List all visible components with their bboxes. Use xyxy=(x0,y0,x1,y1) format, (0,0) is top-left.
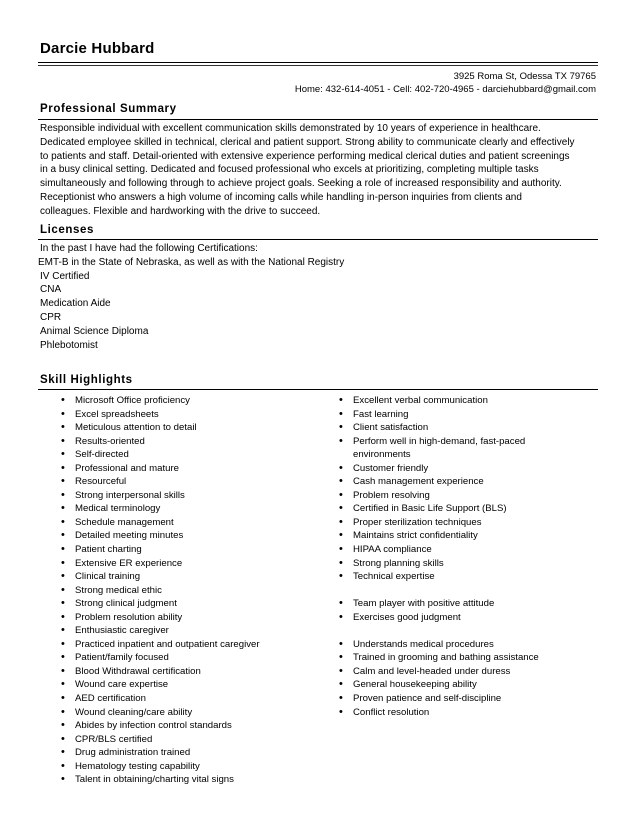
license-item: Phlebotomist xyxy=(40,339,98,351)
skill-item: • Strong planning skills xyxy=(339,557,539,571)
skills-left-column xyxy=(61,394,260,787)
skill-item: • Problem resolution ability xyxy=(61,611,260,625)
skill-item: • Proper sterilization techniques xyxy=(339,516,539,530)
skill-item: • Technical expertise xyxy=(339,570,539,584)
skill-item: • Team player with positive attitude xyxy=(339,597,539,611)
license-intro: In the past I have had the following Certifications: xyxy=(40,243,258,254)
column-spacer xyxy=(339,624,539,638)
summary-divider xyxy=(38,119,598,120)
skill-item: • Excellent verbal communication xyxy=(339,394,539,408)
skill-item: • Wound care expertise xyxy=(61,678,260,692)
skill-item: • Microsoft Office proficiency xyxy=(61,394,260,408)
license-item: Medication Aide xyxy=(40,298,111,310)
summary-line: Dedicated employee skilled in technical, clerical and patient support. Strong ability to communicate clearly and effectively xyxy=(40,136,575,148)
skill-item: • Results-oriented xyxy=(61,435,260,449)
skill-item: • Trained in grooming and bathing assistance xyxy=(339,651,539,665)
licenses-list xyxy=(40,242,344,352)
contact-line: Home: 432-614-4051 - Cell: 402-720-4965 - darciehubbard@gmail.com xyxy=(294,84,596,95)
skill-item: • Self-directed xyxy=(61,448,260,462)
address-line: 3925 Roma St, Odessa TX 79765 xyxy=(453,71,596,82)
skill-item: • Medical terminology xyxy=(61,502,260,516)
summary-paragraph xyxy=(40,122,600,219)
skill-item: • Meticulous attention to detail xyxy=(61,421,260,435)
skill-item: • HIPAA compliance xyxy=(339,543,539,557)
skill-item: • Resourceful xyxy=(61,475,260,489)
skill-item: • Fast learning xyxy=(339,408,539,422)
skills-divider xyxy=(38,389,598,390)
summary-line: Receptionist who answers a high volume of incoming calls while handling in-person inquiries from clients and xyxy=(40,191,522,203)
skill-item: • Practiced inpatient and outpatient caregiver xyxy=(61,638,260,652)
skill-item: • Clinical training xyxy=(61,570,260,584)
skill-item: • Abides by infection control standards xyxy=(61,719,260,733)
skill-item: • Conflict resolution xyxy=(339,706,539,720)
summary-line: simultaneously and following through to achieve project goals. Seeking a role of increased responsibility and authority. xyxy=(40,178,562,190)
skill-item: • Enthusiastic caregiver xyxy=(61,624,260,638)
skill-item: • Cash management experience xyxy=(339,475,539,489)
summary-line: colleagues. Flexible and hardworking with the drive to succeed. xyxy=(40,205,321,217)
skill-item: • Talent in obtaining/charting vital signs xyxy=(61,773,260,787)
column-spacer xyxy=(339,584,539,598)
skill-item: • Wound cleaning/care ability xyxy=(61,706,260,720)
header-divider xyxy=(38,62,598,63)
skill-item-continuation: environments xyxy=(353,449,411,461)
skill-item: • CPR/BLS certified xyxy=(61,733,260,747)
summary-line: to patients and staff. Detail-oriented with extensive experience performing medical clerical duties and patient screenings xyxy=(40,150,570,162)
skill-item: • Problem resolving xyxy=(339,489,539,503)
skill-item: • Strong medical ethic xyxy=(61,584,260,598)
skill-item: • Understands medical procedures xyxy=(339,638,539,652)
skill-item: • Exercises good judgment xyxy=(339,611,539,625)
skill-item: • Excel spreadsheets xyxy=(61,408,260,422)
license-item: EMT-B in the State of Nebraska, as well as with the National Registry xyxy=(38,256,345,268)
skill-item: • Detailed meeting minutes xyxy=(61,529,260,543)
skill-item: • AED certification xyxy=(61,692,260,706)
skill-item: • Maintains strict confidentiality xyxy=(339,529,539,543)
skill-item: • Professional and mature xyxy=(61,462,260,476)
license-item: Animal Science Diploma xyxy=(40,325,149,337)
skill-item: • Patient charting xyxy=(61,543,260,557)
license-item: CPR xyxy=(40,311,62,323)
header-divider-thin xyxy=(38,65,598,66)
skill-item: • Patient/family focused xyxy=(61,651,260,665)
license-item: CNA xyxy=(40,284,62,296)
skill-item: • Calm and level-headed under duress xyxy=(339,665,539,679)
skill-item: • Hematology testing capability xyxy=(61,760,260,774)
summary-line: in a busy clinical setting. Dedicated and focused professional who excels at prioritizing, completing multiple tasks xyxy=(40,164,539,176)
skill-item: • Extensive ER experience xyxy=(61,557,260,571)
skill-item: • General housekeeping ability xyxy=(339,678,539,692)
summary-line: Responsible individual with excellent communication skills demonstrated by 10 years of experience in healthcare. xyxy=(40,123,541,134)
skill-item: • Schedule management xyxy=(61,516,260,530)
skill-item: • Perform well in high-demand, fast-paced xyxy=(339,435,539,449)
candidate-name: Darcie Hubbard xyxy=(40,40,155,57)
skill-item: • Customer friendly xyxy=(339,462,539,476)
license-item: IV Certified xyxy=(40,270,90,282)
skill-item: • Blood Withdrawal certification xyxy=(61,665,260,679)
licenses-heading: Licenses xyxy=(40,224,95,236)
licenses-divider xyxy=(38,239,598,240)
skill-item: • Strong clinical judgment xyxy=(61,597,260,611)
skill-item: • Drug administration trained xyxy=(61,746,260,760)
skill-item: • Proven patience and self-discipline xyxy=(339,692,539,706)
summary-heading: Professional Summary xyxy=(40,103,177,115)
skill-item: • Strong interpersonal skills xyxy=(61,489,260,503)
skills-heading: Skill Highlights xyxy=(40,374,133,386)
skill-item: • Certified in Basic Life Support (BLS) xyxy=(339,502,539,516)
skill-item: • Client satisfaction xyxy=(339,421,539,435)
skills-right-column xyxy=(339,394,539,719)
